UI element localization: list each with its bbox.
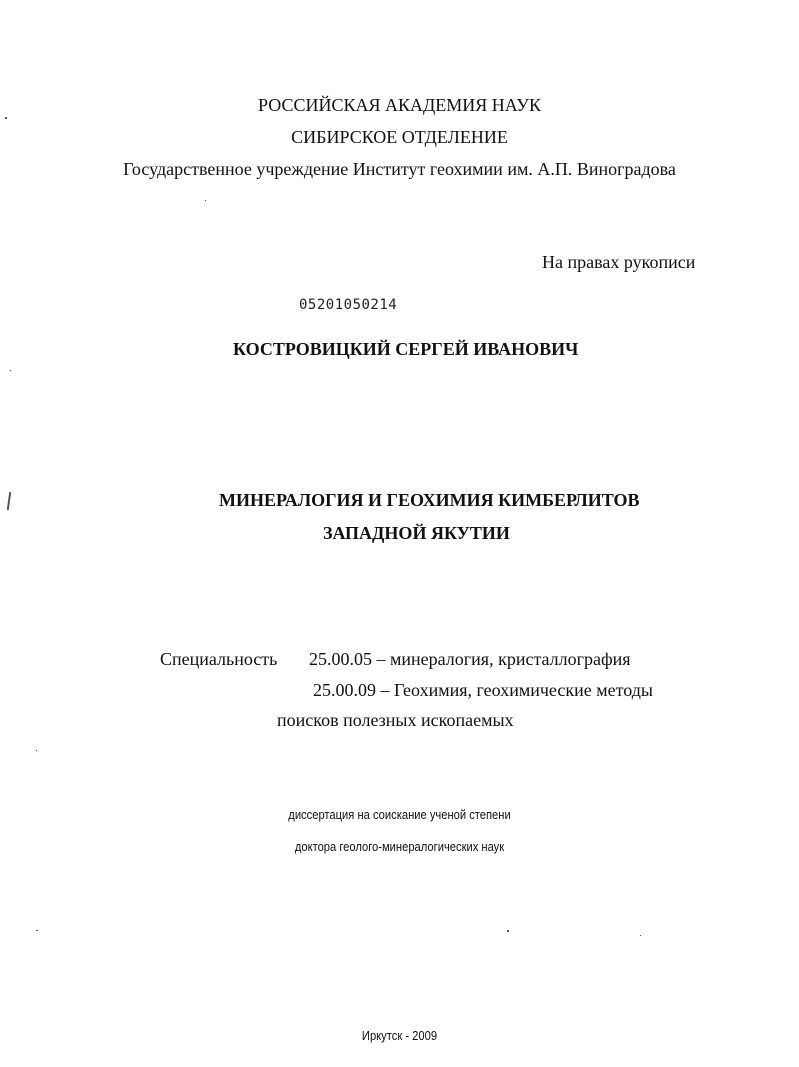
scan-speck [36,750,37,751]
author-name: КОСТРОВИЦКИЙ СЕРГЕЙ ИВАНОВИЧ [233,339,579,359]
specialty-label: Специальность [160,649,278,669]
scan-speck [5,117,7,119]
specialty-code-2-continuation: поисков полезных ископаемых [277,710,514,730]
specialty-code-2: 25.00.09 – Геохимия, геохимические методы [313,680,653,700]
degree-line-2: доктора геолого-минералогических наук [294,839,505,854]
specialty-code-1: 25.00.05 – минералогия, кристаллография [309,649,631,669]
academy-heading: РОССИЙСКАЯ АКАДЕМИЯ НАУК [258,95,541,115]
degree-line-1: диссертация на соискание ученой степени [288,807,511,822]
manuscript-note: На правах рукописи [542,252,696,272]
scan-speck [205,200,206,201]
dissertation-title-line2: ЗАПАДНОЙ ЯКУТИИ [323,523,510,543]
scan-speck [36,930,38,931]
branch-heading: СИБИРСКОЕ ОТДЕЛЕНИЕ [291,127,508,147]
dissertation-title-line1: МИНЕРАЛОГИЯ И ГЕОХИМИЯ КИМБЕРЛИТОВ [219,490,640,510]
scan-mark [7,492,11,510]
city-year: Иркутск - 2009 [361,1028,438,1043]
institution-heading: Государственное учреждение Институт геохимии им. А.П. Виноградова [123,159,676,179]
scan-speck [10,370,11,371]
stamp-number: 05201050214 [299,297,398,313]
scan-speck [507,930,509,932]
scan-speck [640,935,641,936]
